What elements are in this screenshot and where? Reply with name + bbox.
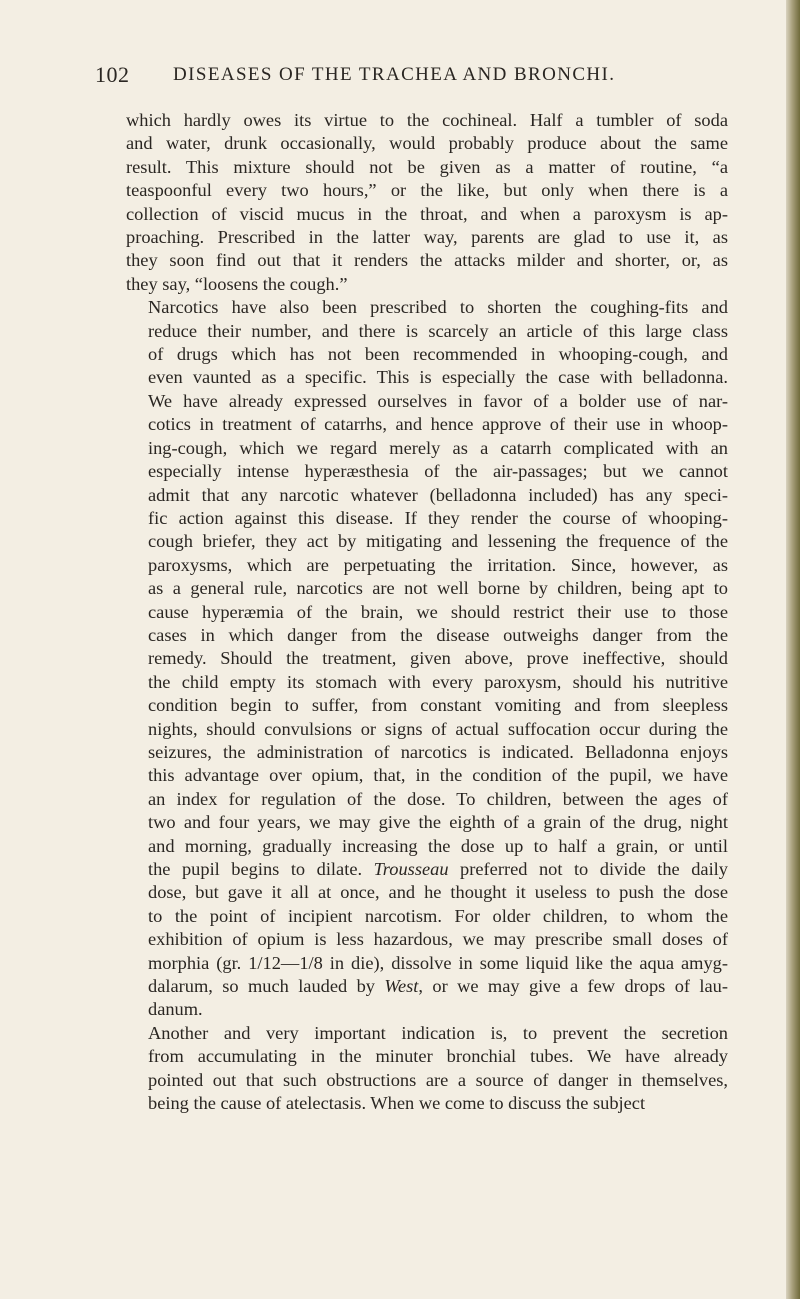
text-line: they soon find out that it renders the attacks milder and shorter, or, as xyxy=(126,250,728,271)
text-line: of drugs which has not been recommended in whooping-cough, and xyxy=(148,344,728,365)
body-text xyxy=(126,109,728,1115)
text-line: the pupil begins to dilate. Trousseau preferred not to divide the daily xyxy=(148,859,728,879)
text-line: teaspoonful every two hours,” or the like, but only when there is a xyxy=(126,180,728,201)
text-line: dalarum, so much lauded by West, or we may give a few drops of lau- xyxy=(148,976,728,997)
text-line: remedy. Should the treatment, given above, prove ineffective, should xyxy=(148,648,728,669)
text-line: two and four years, we may give the eighth of a grain of the drug, night xyxy=(148,812,728,833)
text-line: admit that any narcotic whatever (belladonna included) has any speci- xyxy=(148,484,728,505)
text-line: and morning, gradually increasing the dose up to half a grain, or until xyxy=(148,835,728,856)
text-line: pointed out that such obstructions are a source of danger in themselves, xyxy=(148,1069,728,1090)
text-line: even vaunted as a specific. This is especially the case with belladonna. xyxy=(148,367,728,388)
text-line: collection of viscid mucus in the throat, and when a paroxysm is ap- xyxy=(126,203,728,224)
text-line: cough briefer, they act by mitigating and lessening the frequence of the xyxy=(148,531,728,552)
text-line: an index for regulation of the dose. To children, between the ages of xyxy=(148,788,728,809)
text-line: danum. xyxy=(148,999,203,1020)
text-line: and water, drunk occasionally, would probably produce about the same xyxy=(126,133,728,154)
running-head xyxy=(95,62,715,90)
text-line: Narcotics have also been prescribed to shorten the coughing-fits and xyxy=(148,297,728,318)
text-line: fic action against this disease. If they render the course of whooping- xyxy=(148,507,728,528)
text-line: cases in which danger from the disease outweighs danger from the xyxy=(148,624,728,645)
text-line: reduce their number, and there is scarcely an article of this large class xyxy=(148,320,728,341)
text-line: proaching. Prescribed in the latter way, parents are glad to use it, as xyxy=(126,227,728,248)
text-line: being the cause of atelectasis. When we come to discuss the subject xyxy=(148,1093,646,1114)
text-line: seizures, the administration of narcotics is indicated. Belladonna enjoys xyxy=(148,741,728,762)
text-line: condition begin to suffer, from constant vomiting and from sleepless xyxy=(148,695,728,716)
text-line: paroxysms, which are perpetuating the irritation. Since, however, as xyxy=(148,554,728,575)
paragraph xyxy=(126,1022,728,1116)
text-line: exhibition of opium is less hazardous, we may prescribe small doses of xyxy=(148,929,728,950)
running-head-title: DISEASES OF THE TRACHEA AND BRONCHI. xyxy=(173,64,616,85)
text-line: result. This mixture should not be given as a matter of routine, “a xyxy=(126,156,728,177)
page-number: 102 xyxy=(95,62,130,87)
text-line: as a general rule, narcotics are not well borne by children, being apt to xyxy=(148,578,728,599)
text-line: cause hyperæmia of the brain, we should restrict their use to those xyxy=(148,601,728,622)
text-line: Another and very important indication is, to prevent the secretion xyxy=(148,1022,728,1043)
paragraph xyxy=(126,296,728,1022)
text-line: ing-cough, which we regard merely as a catarrh complicated with an xyxy=(148,437,728,458)
text-line: the child empty its stomach with every paroxysm, should his nutritive xyxy=(148,671,728,692)
binding-edge xyxy=(786,0,800,1299)
text-line: cotics in treatment of catarrhs, and hence approve of their use in whoop- xyxy=(148,414,728,435)
paragraph xyxy=(126,109,728,296)
text-line: which hardly owes its virtue to the cochineal. Half a tumbler of soda xyxy=(126,110,728,130)
text-line: to the point of incipient narcotism. For older children, to whom the xyxy=(148,905,728,926)
text-line: morphia (gr. 1/12—1/8 in die), dissolve in some liquid like the aqua amyg- xyxy=(148,952,728,973)
text-line: from accumulating in the minuter bronchial tubes. We have already xyxy=(148,1046,728,1067)
text-line: nights, should convulsions or signs of actual suffocation occur during the xyxy=(148,718,728,739)
text-line: We have already expressed ourselves in favor of a bolder use of nar- xyxy=(148,390,728,411)
text-line: this advantage over opium, that, in the condition of the pupil, we have xyxy=(148,765,728,786)
text-line: especially intense hyperæsthesia of the air-passages; but we cannot xyxy=(148,461,728,482)
text-line: dose, but gave it all at once, and he thought it useless to push the dose xyxy=(148,882,728,903)
text-line: they say, “loosens the cough.” xyxy=(126,273,348,294)
